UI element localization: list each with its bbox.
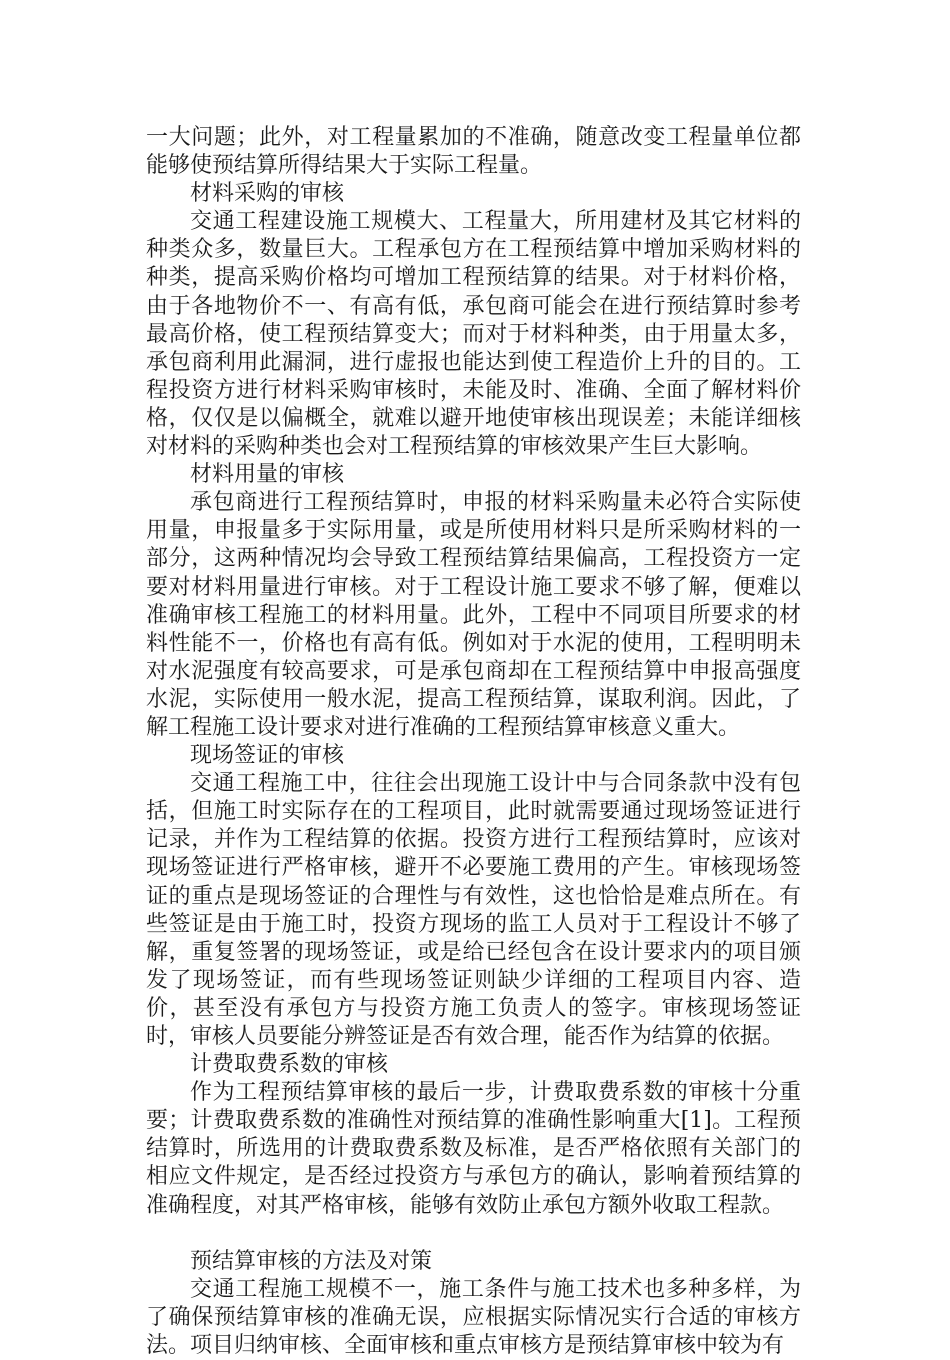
document-body xyxy=(146,124,801,1360)
paragraph-material-usage: 承包商进行工程预结算时，申报的材料采购量未必符合实际使用量，申报量多于实际用量，或是所使用材料只是所采购材料的一部分，这两种情况均会导致工程预结算结果偏高，工程投资方一定要对材料用量进行审核。对于工程设计施工要求不够了解，便难以准确审核工程施工的材料用量。此外，工程中不同项目所要求的材料性能不一，价格也有高有低。例如对于水泥的使用，工程明明未对水泥强度有较高要求，可是承包商却在工程预结算中申报高强度水泥，实际使用一般水泥，提高工程预结算，谋取利润。因此，了解工程施工设计要求对进行准确的工程预结算审核意义重大。 xyxy=(146,490,801,740)
paragraph-material-procurement: 交通工程建设施工规模大、工程量大，所用建材及其它材料的种类众多，数量巨大。工程承包方在工程预结算中增加采购材料的种类，提高采购价格均可增加工程预结算的结果。对于材料价格，由于各地物价不一、有高有低，承包商可能会在进行预结算时参考最高价格，使工程预结算变大；而对于材料种类，由于用量太多，承包商利用此漏洞，进行虚报也能达到使工程造价上升的目的。工程投资方进行材料采购审核时，未能及时、准确、全面了解材料价格，仅仅是以偏概全，就难以避开地使审核出现误差；未能详细核对材料的采购种类也会对工程预结算的审核效果产生巨大影响。 xyxy=(146,209,801,460)
paragraph-gap xyxy=(146,1220,801,1248)
section-heading-fee-coefficient: 计费取费系数的审核 xyxy=(190,1052,389,1078)
paragraph-continuation: 一大问题；此外，对工程量累加的不准确，随意改变工程量单位都能够使预结算所得结果大于实际工程量。 xyxy=(146,125,801,179)
section-heading-site-visa: 现场签证的审核 xyxy=(190,743,345,769)
section-heading-material-usage: 材料用量的审核 xyxy=(190,462,345,488)
paragraph-site-visa: 交通工程施工中，往往会出现施工设计中与合同条款中没有包括，但施工时实际存在的工程项目，此时就需要通过现场签证进行记录，并作为工程结算的依据。投资方进行工程预结算时，应该对现场签证进行严格审核，避开不必要施工费用的产生。审核现场签证的重点是现场签证的合理性与有效性，这也恰恰是难点所在。有些签证是由于施工时，投资方现场的监工人员对于工程设计不够了解，重复签署的现场签证，或是给已经包含在设计要求内的项目颁发了现场签证，而有些现场签证则缺少详细的工程项目内容、造价，甚至没有承包方与投资方施工负责人的签字。审核现场签证时，审核人员要能分辨签证是否有效合理，能否作为结算的依据。 xyxy=(146,771,801,1049)
section-heading-material-procurement: 材料采购的审核 xyxy=(190,181,345,207)
paragraph-methods: 交通工程施工规模不一，施工条件与施工技术也多种多样，为了确保预结算审核的准确无误，应根据实际情况实行合适的审核方法。项目归纳审核、全面审核和重点审核方是预结算审核中较为有 xyxy=(146,1276,801,1358)
section-heading-methods: 预结算审核的方法及对策 xyxy=(190,1248,433,1274)
paragraph-fee-coefficient: 作为工程预结算审核的最后一步，计费取费系数的审核十分重要；计费取费系数的准确性对预结算的准确性影响重大[1]。工程预结算时，所选用的计费取费系数及标准，是否严格依照有关部门的相应文件规定，是否经过投资方与承包方的确认，影响着预结算的准确程度，对其严格审核，能够有效防止承包方额外收取工程款。 xyxy=(146,1080,801,1218)
